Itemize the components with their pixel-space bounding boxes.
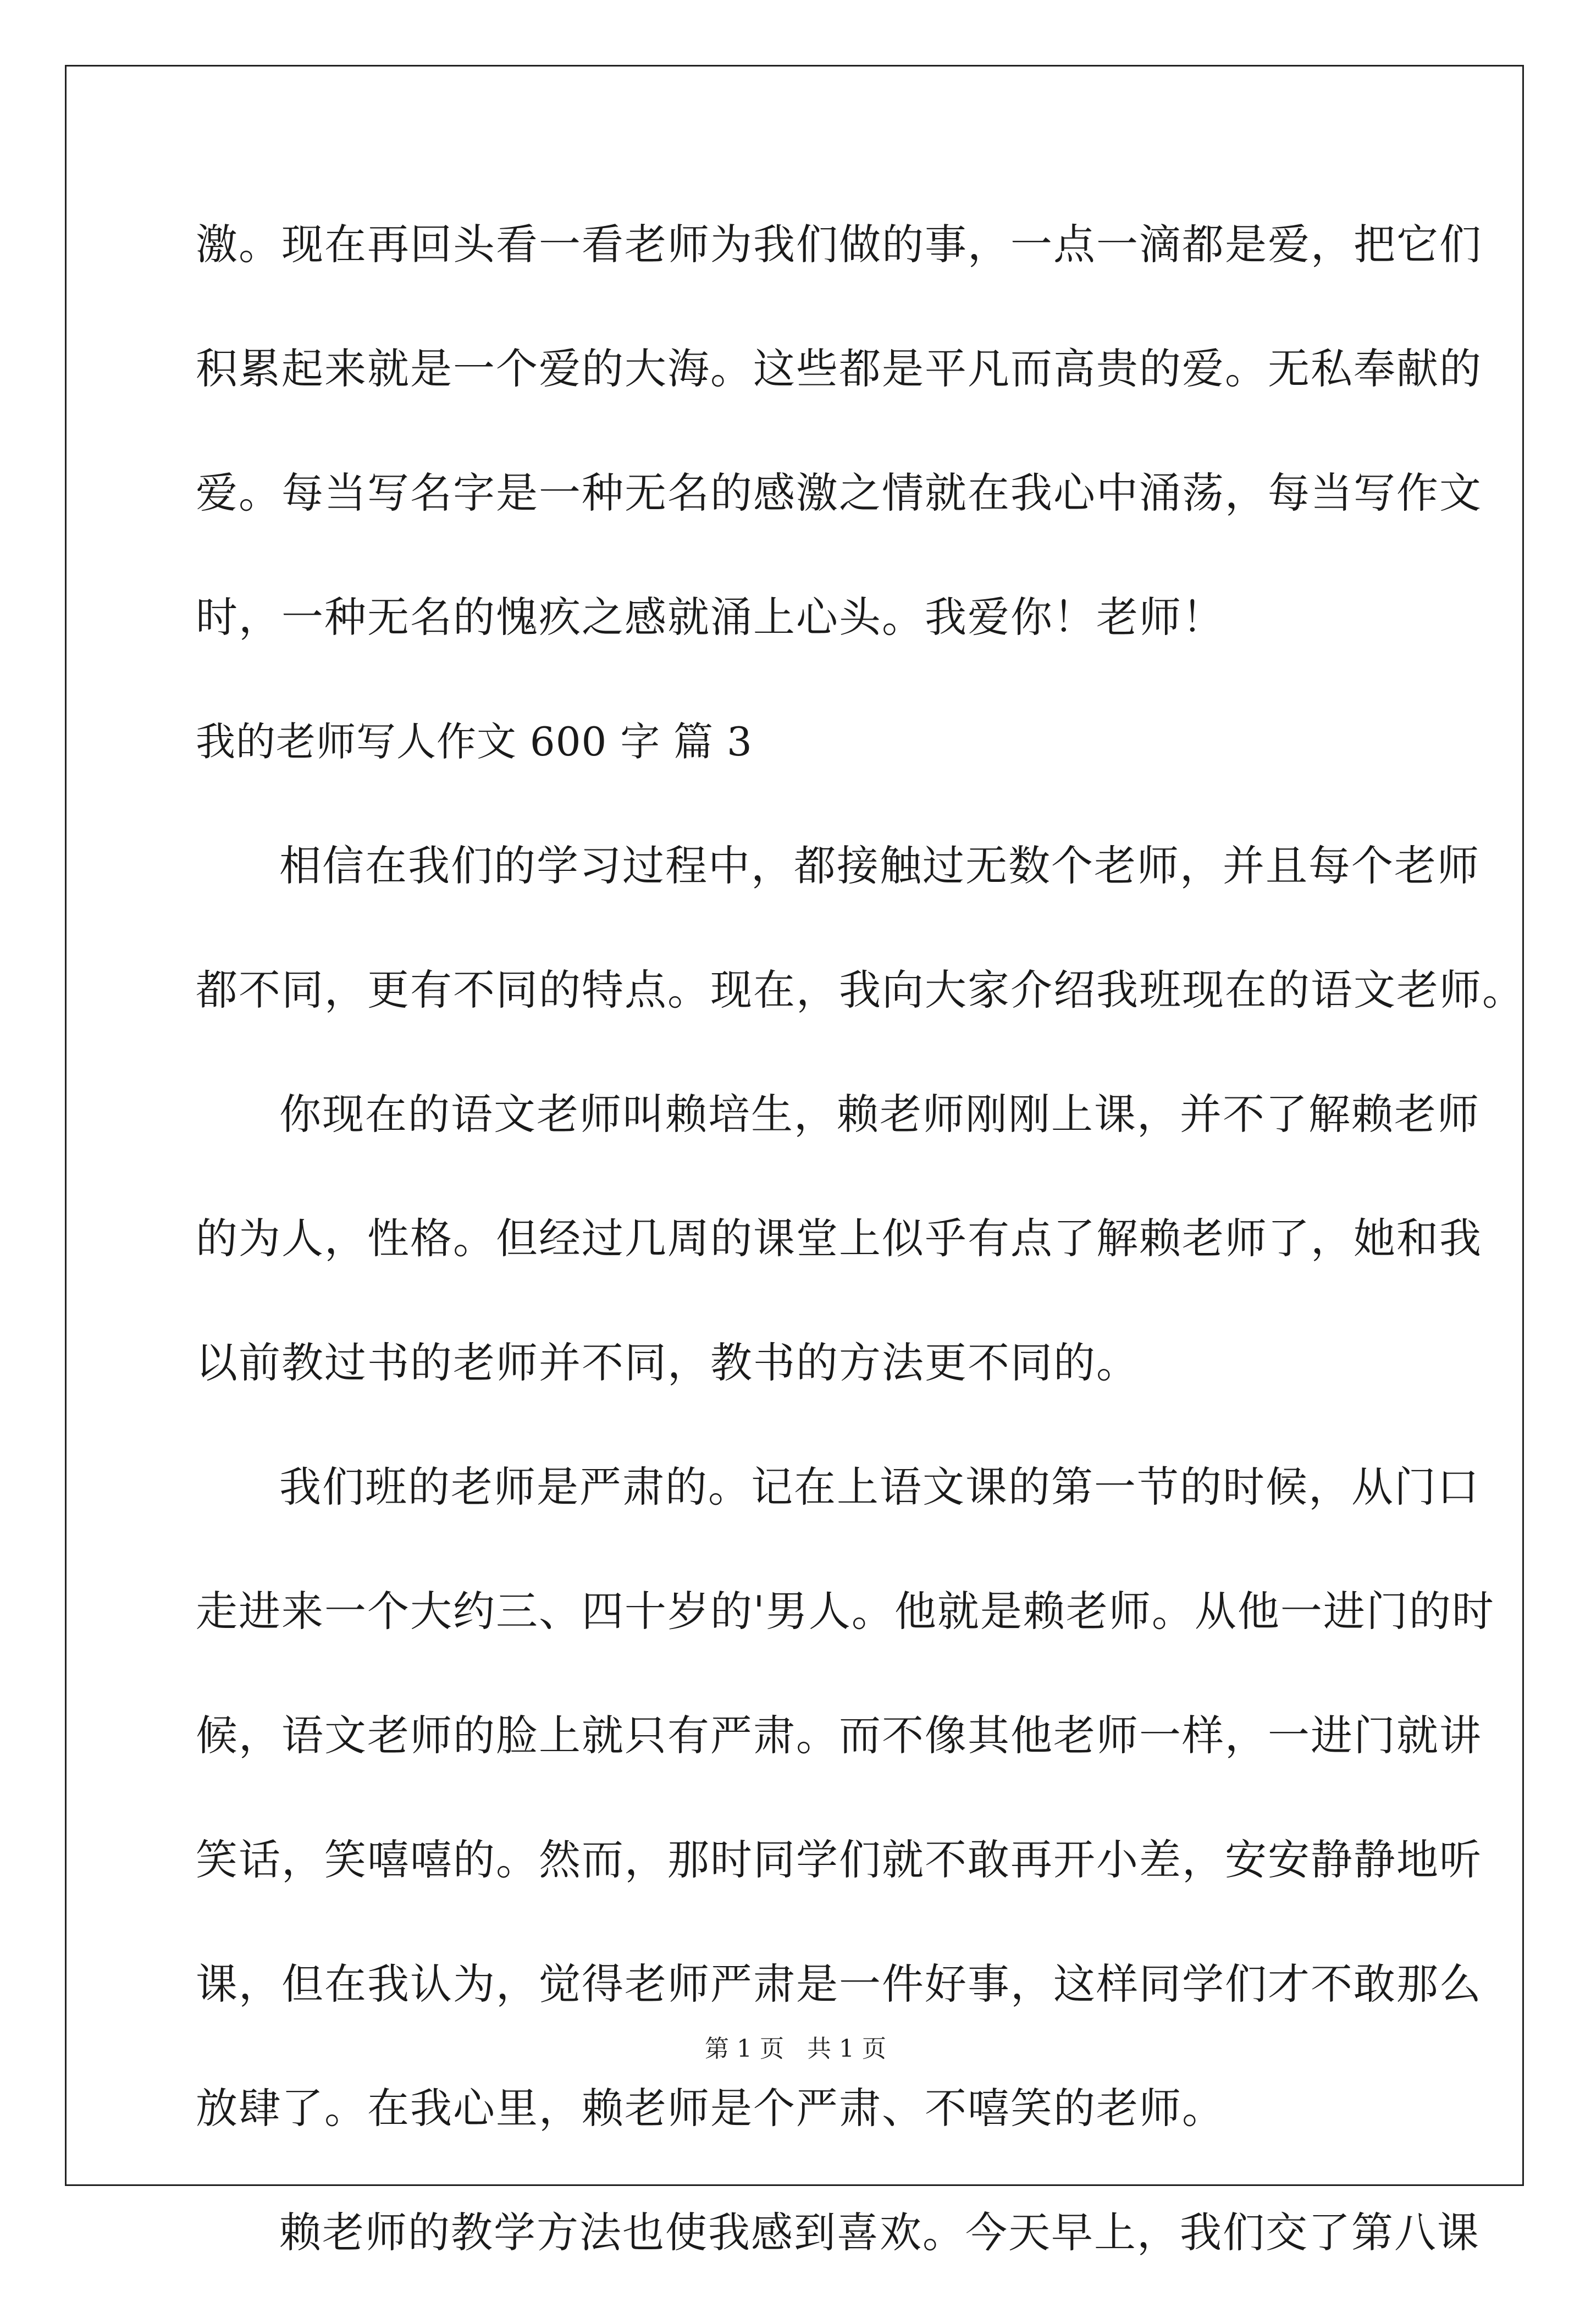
text-line: 积累起来就是一个爱的大海。这些都是平凡而高贵的爱。无私奉献的 [196, 344, 1482, 393]
paragraph-first-line: 相信在我们的学习过程中，都接触过无数个老师，并且每个老师 [279, 841, 1480, 890]
text-line: 候，语文老师的脸上就只有严肃。而不像其他老师一样，一进门就讲 [196, 1711, 1482, 1760]
paragraph-first-line: 你现在的语文老师叫赖培生，赖老师刚刚上课，并不了解赖老师 [279, 1090, 1480, 1139]
document-body [196, 212, 1525, 2324]
text-line: 的为人，性格。但经过几周的课堂上似乎有点了解赖老师了，她和我 [196, 1214, 1482, 1263]
section-heading: 我的老师写人作文 600 字 篇 3 [196, 719, 753, 765]
text-line: 笑话，笑嘻嘻的。然而，那时同学们就不敢再开小差，安安静静地听 [196, 1835, 1482, 1884]
page-number: 第 1 页 [705, 2035, 784, 2063]
text-line: 都不同，更有不同的特点。现在，我向大家介绍我班现在的语文老师。 [196, 965, 1525, 1014]
text-line: 爱。每当写名字是一种无名的感激之情就在我心中涌荡，每当写作文 [196, 468, 1482, 517]
text-line: 以前教过书的老师并不同，教书的方法更不同的。 [196, 1338, 1139, 1387]
page-footer [0, 2033, 1591, 2066]
text-line: 课，但在我认为，觉得老师严肃是一件好事，这样同学们才不敢那么 [196, 1959, 1482, 2008]
page-total: 共 1 页 [807, 2035, 886, 2063]
paragraph-first-line: 赖老师的教学方法也使我感到喜欢。今天早上，我们交了第八课 [279, 2208, 1480, 2257]
text-line: 走进来一个大约三、四十岁的'男人。他就是赖老师。从他一进门的时 [196, 1587, 1495, 1636]
text-line: 时，一种无名的愧疚之感就涌上心头。我爱你！老师！ [196, 593, 1225, 642]
paragraph-first-line: 我们班的老师是严肃的。记在上语文课的第一节的时候，从门口 [279, 1462, 1480, 1511]
text-line: 放肆了。在我心里，赖老师是个严肃、不嘻笑的老师。 [196, 2084, 1225, 2133]
text-line: 激。现在再回头看一看老师为我们做的事，一点一滴都是爱，把它们 [196, 220, 1482, 269]
